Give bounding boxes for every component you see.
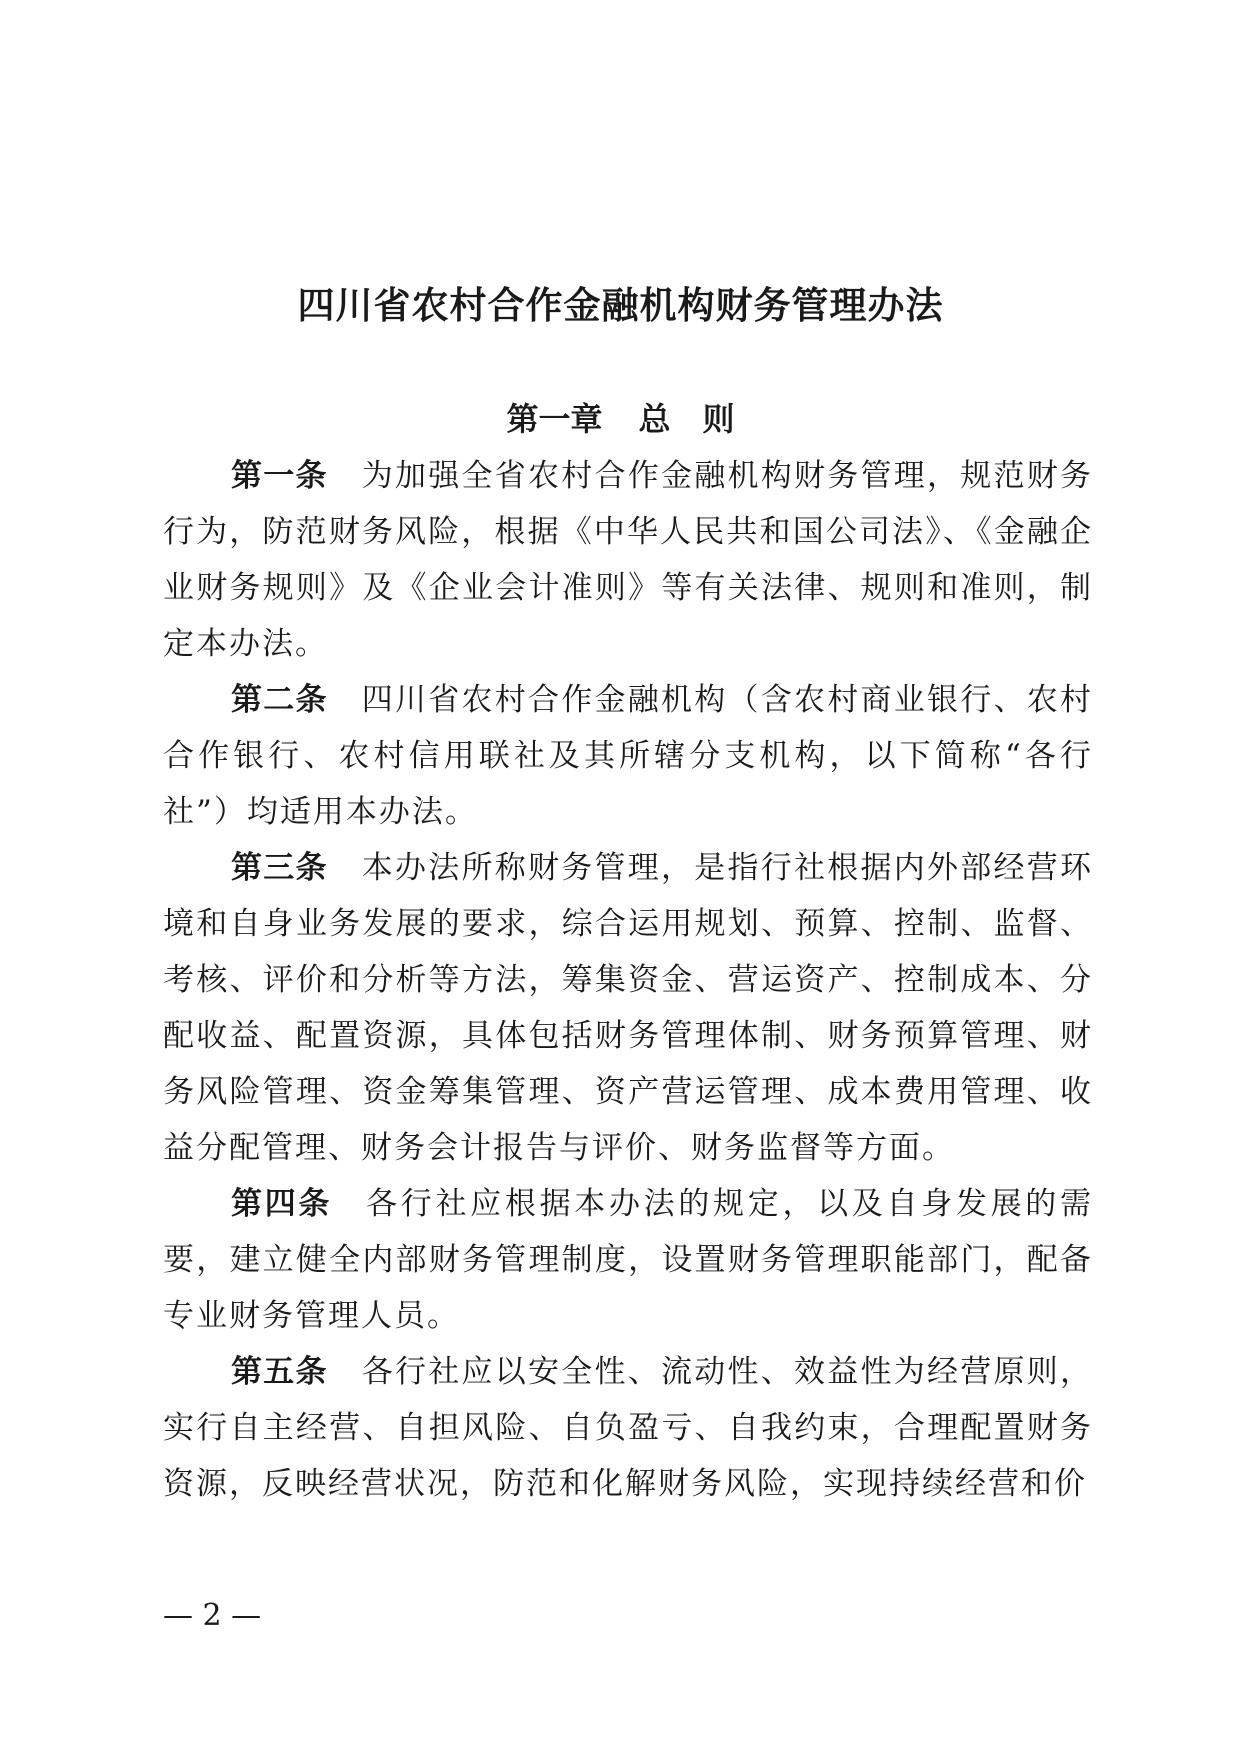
chapter-title-char-2: 则	[702, 400, 735, 438]
article-label: 第三条	[231, 850, 328, 886]
article-text: 各行社应以安全性、流动性、效益性为经营原则，实行自主经营、自担风险、自负盈亏、自我约束，合理配置财务资源，反映经营状况，防范和化解财务风险，实现持续经营和价	[163, 1354, 1093, 1502]
article-5	[163, 1344, 1093, 1512]
document-title: 四川省农村合作金融机构财务管理办法	[297, 283, 944, 327]
article-label: 第五条	[231, 1354, 328, 1390]
document-body	[163, 448, 1093, 1512]
article-text: 四川省农村合作金融机构（含农村商业银行、农村合作银行、农村信用联社及其所辖分支机构，以下简称“各行社”）均适用本办法。	[163, 682, 1093, 830]
article-text: 本办法所称财务管理，是指行社根据内外部经营环境和自身业务发展的要求，综合运用规划、预算、控制、监督、考核、评价和分析等方法，筹集资金、营运资产、控制成本、分配收益、配置资源，具体包括财务管理体制、财务预算管理、财务风险管理、资金筹集管理、资产营运管理、成本费用管理、收益分配管理、财务会计报告与评价、财务监督等方面。	[163, 850, 1093, 1166]
article-label: 第一条	[231, 458, 328, 494]
chapter-label: 第一章	[506, 400, 603, 438]
article-3	[163, 840, 1093, 1176]
article-label: 第二条	[231, 682, 328, 718]
article-label: 第四条	[231, 1186, 333, 1222]
article-2	[163, 672, 1093, 840]
article-text: 各行社应根据本办法的规定，以及自身发展的需要，建立健全内部财务管理制度，设置财务管理职能部门，配备专业财务管理人员。	[163, 1186, 1094, 1334]
page-number: — 2 —	[163, 1598, 262, 1633]
article-4	[163, 1176, 1093, 1344]
article-text: 为加强全省农村合作金融机构财务管理，规范财务行为，防范财务风险，根据《中华人民共和国公司法》、《金融企业财务规则》及《企业会计准则》等有关法律、规则和准则，制定本办法。	[163, 458, 1093, 662]
chapter-title-char-1: 总	[638, 400, 671, 438]
chapter-heading	[0, 397, 1241, 441]
article-1	[163, 448, 1093, 672]
